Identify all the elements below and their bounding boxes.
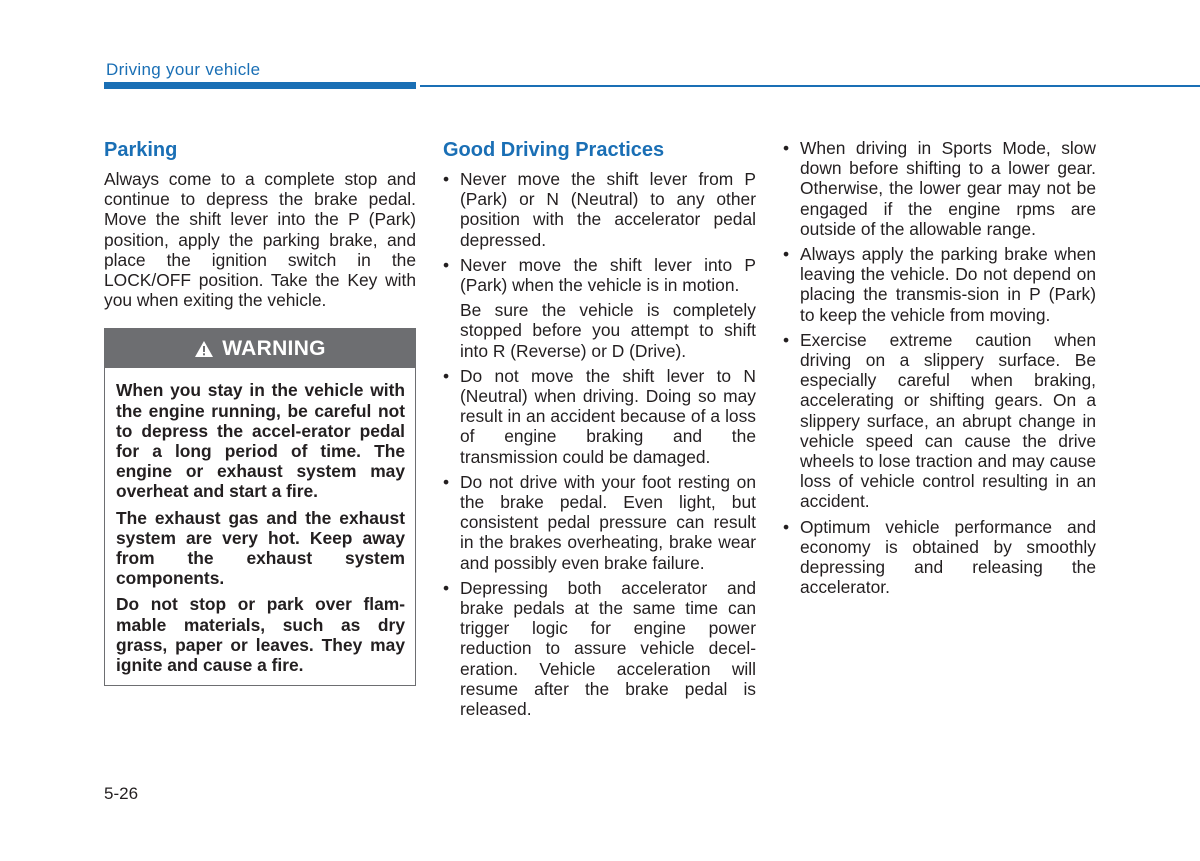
bullet: • bbox=[443, 471, 450, 492]
bullet: • bbox=[443, 254, 450, 275]
warning-paragraph: When you stay in the vehicle with the engine running, be careful not to depress the accel-erator pedal for a long period of time. The engine or exhaust system may overheat and start a fire. bbox=[116, 380, 405, 502]
bullet: • bbox=[443, 169, 450, 189]
parking-heading: Parking bbox=[104, 139, 178, 161]
column-middle bbox=[443, 138, 756, 724]
practices-list-continued bbox=[783, 138, 1096, 597]
list-item bbox=[443, 169, 756, 250]
list-item-text: Do not drive with your foot resting on the brake pedal. Even light, but consistent pedal pressure can result in the brakes overheating, brake wear and possibly even brake failure. bbox=[460, 471, 756, 573]
column-left bbox=[104, 138, 416, 686]
practices-heading: Good Driving Practices bbox=[443, 139, 665, 161]
list-item-text: Always apply the parking brake when leaving the vehicle. Do not depend on placing the transmis-sion in P (Park) to keep the vehicle from moving. bbox=[800, 244, 1096, 325]
warning-body bbox=[105, 368, 415, 685]
list-item-text: Do not move the shift lever to N (Neutral) when driving. Doing so may result in an accident because of a loss of engine braking and the transmission could be damaged. bbox=[460, 365, 756, 467]
list-item-text: When driving in Sports Mode, slow down before shifting to a lower gear. Otherwise, the lower gear may not be engaged if the engine rpms are outside of the allowable range. bbox=[800, 138, 1096, 239]
bullet: • bbox=[783, 329, 790, 350]
list-item bbox=[783, 517, 1096, 598]
list-item bbox=[783, 244, 1096, 325]
bullet: • bbox=[783, 244, 790, 265]
list-item bbox=[443, 472, 756, 573]
list-item bbox=[783, 330, 1096, 512]
list-item bbox=[443, 366, 756, 467]
page-number: 5-26 bbox=[104, 784, 139, 803]
list-item bbox=[783, 138, 1096, 239]
section-title: Driving your vehicle bbox=[106, 60, 261, 79]
header-rule-thick bbox=[104, 82, 416, 89]
bullet: • bbox=[443, 365, 450, 386]
list-item-text: Never move the shift lever into P (Park) when the vehicle is in motion. bbox=[460, 254, 756, 296]
list-item bbox=[443, 255, 756, 361]
list-item-extra: Be sure the vehicle is completely stopped before you attempt to shift into R (Reverse) or D (Drive). bbox=[460, 300, 756, 361]
list-item bbox=[443, 578, 756, 719]
bullet: • bbox=[443, 577, 450, 598]
list-item-text: Optimum vehicle performance and economy is obtained by smoothly depressing and releasing the accelerator. bbox=[800, 516, 1096, 598]
column-right bbox=[783, 138, 1096, 602]
list-item-text: Depressing both accelerator and brake pedals at the same time can trigger logic for engine power reduction to assure vehicle decel-eration. Vehicle acceleration will resume after the brake pedal is released. bbox=[460, 577, 756, 720]
warning-paragraph: Do not stop or park over flam-mable materials, such as dry grass, paper or leaves. They may ignite and cause a fire. bbox=[116, 594, 405, 676]
warning-header bbox=[105, 329, 415, 368]
warning-box bbox=[104, 328, 416, 686]
bullet: • bbox=[783, 138, 790, 158]
warning-paragraph: The exhaust gas and the exhaust system are very hot. Keep away from the exhaust system components. bbox=[116, 507, 405, 589]
warning-triangle-icon bbox=[194, 340, 214, 358]
parking-body: Always come to a complete stop and continue to depress the brake pedal. Move the shift lever into the P (Park) position, apply the parking brake, and place the ignition switch in the LOCK/OFF position. Take the Key with you when exiting the vehicle. bbox=[104, 169, 416, 311]
practices-list bbox=[443, 169, 756, 719]
header-rule-thin bbox=[420, 85, 1200, 87]
warning-title: WARNING bbox=[222, 336, 326, 360]
bullet: • bbox=[783, 516, 790, 537]
list-item-text: Exercise extreme caution when driving on a slippery surface. Be especially careful when braking, accelerating or shifting gears. On a slippery surface, an abrupt change in vehicle speed can cause the drive wheels to lose traction and may cause loss of vehicle control resulting in an accident. bbox=[800, 329, 1096, 512]
list-item-text: Never move the shift lever from P (Park) or N (Neutral) to any other position with the accelerator pedal depressed. bbox=[460, 169, 756, 250]
